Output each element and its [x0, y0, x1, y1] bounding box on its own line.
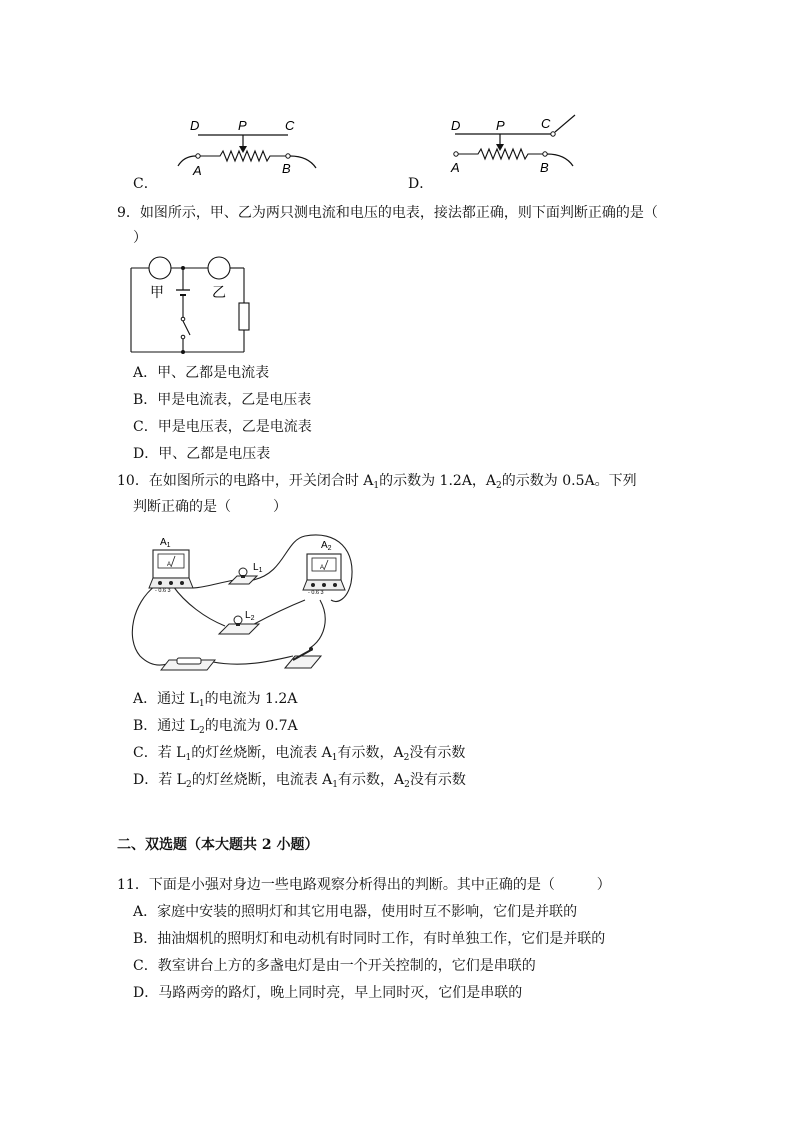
meter-yi-label: 乙 — [212, 284, 226, 300]
q9-stem-line1: 9．如图所示，甲、乙为两只测电流和电压的电表，接法都正确，则下面判断正确的是（ — [117, 205, 658, 221]
resistor — [239, 303, 249, 330]
svg-text:A: A — [320, 565, 325, 571]
svg-text:A: A — [167, 562, 172, 568]
label-c: C — [285, 118, 295, 133]
label-l1: $L_1$ — [253, 562, 263, 574]
label-b: B — [282, 161, 291, 176]
switch-blade — [183, 321, 190, 335]
meter-jia-label: 甲 — [150, 284, 164, 300]
rheostat-figure-d — [443, 110, 613, 178]
battery — [161, 658, 215, 670]
label-p: P — [496, 118, 505, 133]
q9-option-a: A．甲、乙都是电流表 — [133, 365, 270, 381]
knife-switch — [285, 647, 321, 668]
rheostat-figure-c — [168, 114, 338, 182]
label-d: D — [451, 118, 461, 133]
label-a2: $A_2$ — [321, 540, 332, 552]
meter-yi — [208, 257, 230, 279]
q9-stem-line2: ） — [133, 230, 147, 246]
q10-option-a: A．通过 $L_1$的电流为 1.2A — [133, 691, 298, 709]
q10-stem-line1: 10．在如图所示的电路中，开关闭合时 $A_1$的示数为 1.2A，$A_2$的示数为 0.5A。下列 — [117, 473, 637, 491]
q9-option-d: D．甲、乙都是电压表 — [133, 446, 271, 462]
ammeter-a1 — [149, 550, 193, 594]
q11-option-a: A．家庭中安装的照明灯和其它用电器，使用时互不影响，它们是并联的 — [133, 904, 578, 920]
label-a1: $A_1$ — [160, 537, 171, 549]
label-a: A — [451, 160, 460, 175]
q11-option-b: B．抽油烟机的照明灯和电动机有时同时工作，有时单独工作，它们是并联的 — [133, 931, 606, 947]
q8-option-d-label: D． — [408, 176, 434, 192]
label-c: C — [541, 116, 551, 131]
q10-circuit-photo — [125, 528, 357, 688]
q8-option-c-label: C． — [133, 176, 158, 192]
q9-circuit-diagram — [128, 255, 258, 357]
q10-option-b: B．通过 $L_2$的电流为 0.7A — [133, 718, 298, 736]
ammeter-a2 — [303, 554, 345, 596]
q10-stem-line2: 判断正确的是（ ） — [133, 499, 287, 515]
label-a: A — [193, 163, 202, 178]
q11-stem: 11．下面是小强对身边一些电路观察分析得出的判断。其中正确的是（ ） — [117, 877, 611, 893]
section-heading: 二、双选题（本大题共 2 小题） — [117, 837, 319, 853]
label-b: B — [540, 160, 549, 175]
label-l2: $L_2$ — [245, 610, 255, 622]
label-p: P — [238, 118, 247, 133]
q10-option-c: C．若 $L_1$的灯丝烧断，电流表 $A_1$有示数，$A_2$没有示数 — [133, 745, 466, 763]
label-d: D — [190, 118, 200, 133]
q11-option-d: D．马路两旁的路灯，晚上同时亮，早上同时灭，它们是串联的 — [133, 985, 523, 1001]
svg-text:- 0.6 3: - 0.6 3 — [155, 588, 171, 594]
q9-option-b: B．甲是电流表，乙是电压表 — [133, 392, 312, 408]
meter-jia — [149, 257, 171, 279]
q10-option-d: D．若 $L_2$的灯丝烧断，电流表 $A_1$有示数，$A_2$没有示数 — [133, 772, 466, 790]
q11-option-c: C．教室讲台上方的多盏电灯是由一个开关控制的，它们是串联的 — [133, 958, 536, 974]
svg-text:- 0.6 3: - 0.6 3 — [308, 590, 324, 596]
q9-option-c: C．甲是电压表，乙是电流表 — [133, 419, 312, 435]
